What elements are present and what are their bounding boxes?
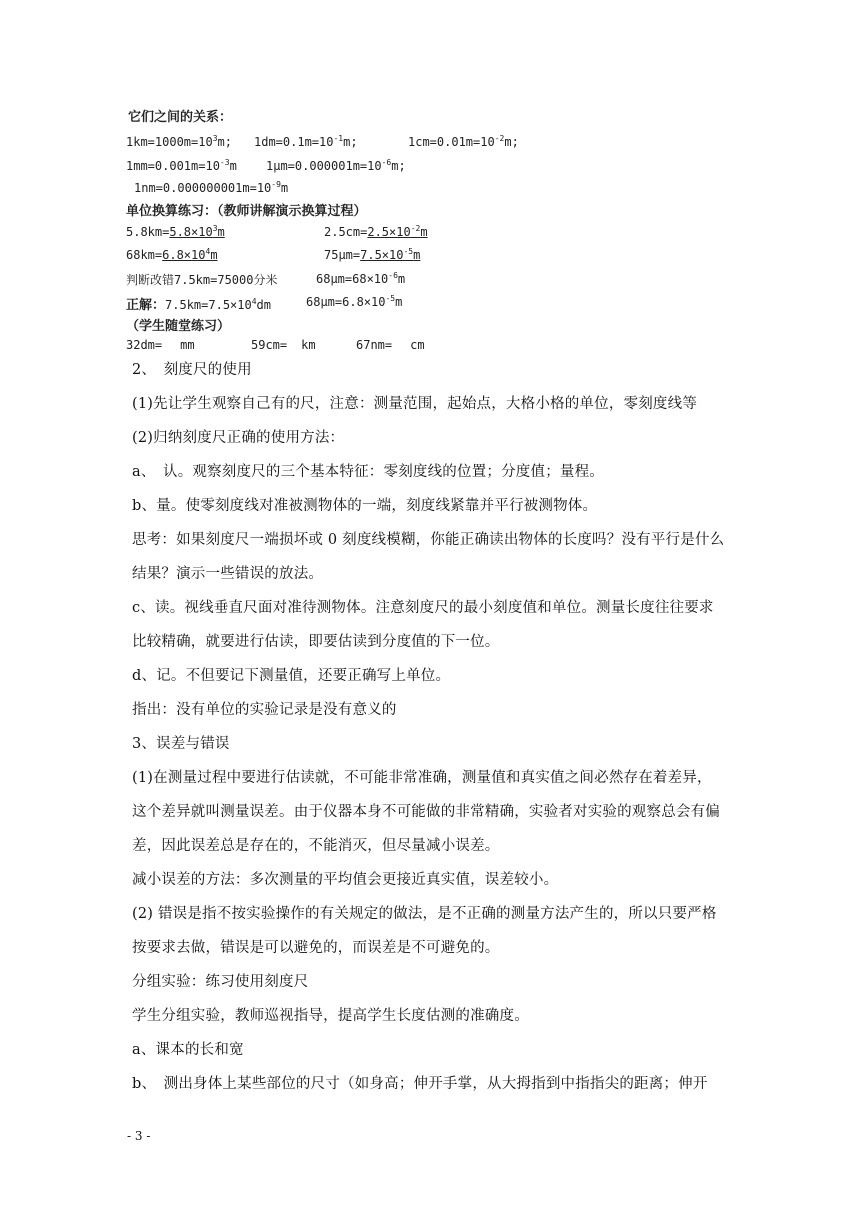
paragraph: 指出：没有单位的实验记录是没有意义的 <box>132 702 397 718</box>
exercise-1b: $2.5cm=2.5\times 10^{-2}m$ <box>324 224 428 239</box>
exercise-2a: $68km=6.8\times 10^4m$ <box>126 247 218 262</box>
paragraph: (2)归纳刻度尺正确的使用方法： <box>132 430 345 446</box>
paragraph: 思考：如果刻度尺一端损坏或 0 刻度线模糊，你能正确读出物体的长度吗？没有平行是什么 <box>132 532 725 548</box>
paragraph: 比较精确，就要进行估读，即要估读到分度值的下一位。 <box>132 634 500 650</box>
paragraph: d、记。不但要记下测量值，还要正确写上单位。 <box>132 668 451 684</box>
paragraph: 按要求去做，错误是可以避免的，而误差是不可避免的。 <box>132 940 500 956</box>
paragraph: 分组实验：练习使用刻度尺 <box>132 974 309 990</box>
paragraph: (2) 错误是指不按实验操作的有关规定的做法，是不正确的测量方法产生的，所以只要严格 <box>132 906 717 922</box>
relation-mm: $1mm=0.001m=10^{-3}m$ <box>126 158 237 173</box>
paragraph: (1)在测量过程中要进行估读就，不可能非常准确，测量值和真实值之间必然存在着差异， <box>132 770 712 786</box>
relations-heading: 它们之间的关系： <box>128 110 233 125</box>
practice-1: 32dm= mm <box>126 338 195 352</box>
relation-nm: $1nm=0.000000001m=10^{-9}m$ <box>134 180 289 195</box>
practice-2: 59cm= km <box>251 338 316 352</box>
paragraph: a、课本的长和宽 <box>132 1042 244 1058</box>
judge-a: 判断改错7.5km=75000分米 <box>126 273 278 287</box>
relation-km: $1km=1000m=10^3m$; <box>126 134 232 149</box>
paragraph: a、 认。观察刻度尺的三个基本特征：零刻度线的位置；分度值；量程。 <box>132 464 604 480</box>
paragraph: c、读。视线垂直尺面对准待测物体。注意刻度尺的最小刻度值和单位。测量长度往往要求 <box>132 600 714 616</box>
paragraph: b、 测出身体上某些部位的尺寸（如身高；伸开手掌，从大拇指到中指指尖的距离；伸开 <box>132 1076 708 1092</box>
section-heading-error: 3、误差与错误 <box>132 736 230 752</box>
paragraph: 差，因此误差总是存在的，不能消灭，但尽量减小误差。 <box>132 838 500 854</box>
relation-dm: $1dm=0.1m=10^{-1}m$; <box>254 134 358 149</box>
exercise-2b: $75\mu m=7.5\times 10^{-5}m$ <box>324 247 421 262</box>
paragraph: 学生分组实验，教师巡视指导，提高学生长度估测的准确度。 <box>132 1008 529 1024</box>
paragraph: b、量。使零刻度线对准被测物体的一端，刻度线紧靠并平行被测物体。 <box>132 498 598 514</box>
section-heading-ruler: 2、 刻度尺的使用 <box>132 362 252 378</box>
correct-answer-b: $68\mu m=6.8\times 10^{-5}m$ <box>306 294 403 309</box>
paragraph: 减小误差的方法：多次测量的平均值会更接近真实值，误差较小。 <box>132 872 559 888</box>
exercise-1a: $5.8km=5.8\times 10^3m$ <box>126 224 225 239</box>
relation-um: $1\mu m=0.000001m=10^{-6}m$; <box>266 158 406 173</box>
paragraph: 这个差异就叫测量误差。由于仪器本身不可能做的非常精确，实验者对实验的观察总会有偏 <box>132 804 720 820</box>
page-number: - 3 - <box>127 1129 151 1143</box>
paragraph: (1)先让学生观察自己有的尺，注意：测量范围，起始点，大格小格的单位，零刻度线等 <box>132 396 698 412</box>
judge-b: $68\mu m=68\times 10^{-6}m$ <box>316 271 406 286</box>
correct-answer: 正解：$7.5km=7.5\times 10^4dm$ <box>126 297 271 313</box>
paragraph: 结果？演示一些错误的放法。 <box>132 566 324 582</box>
student-practice-title: （学生随堂练习） <box>126 319 231 334</box>
scanned-image <box>126 104 526 354</box>
relation-cm: $1cm=0.01m=10^{-2}m$; <box>408 134 519 149</box>
practice-3: 67nm= cm <box>356 338 425 352</box>
exercise-title: 单位换算练习：（教师讲解演示换算过程） <box>126 204 367 219</box>
